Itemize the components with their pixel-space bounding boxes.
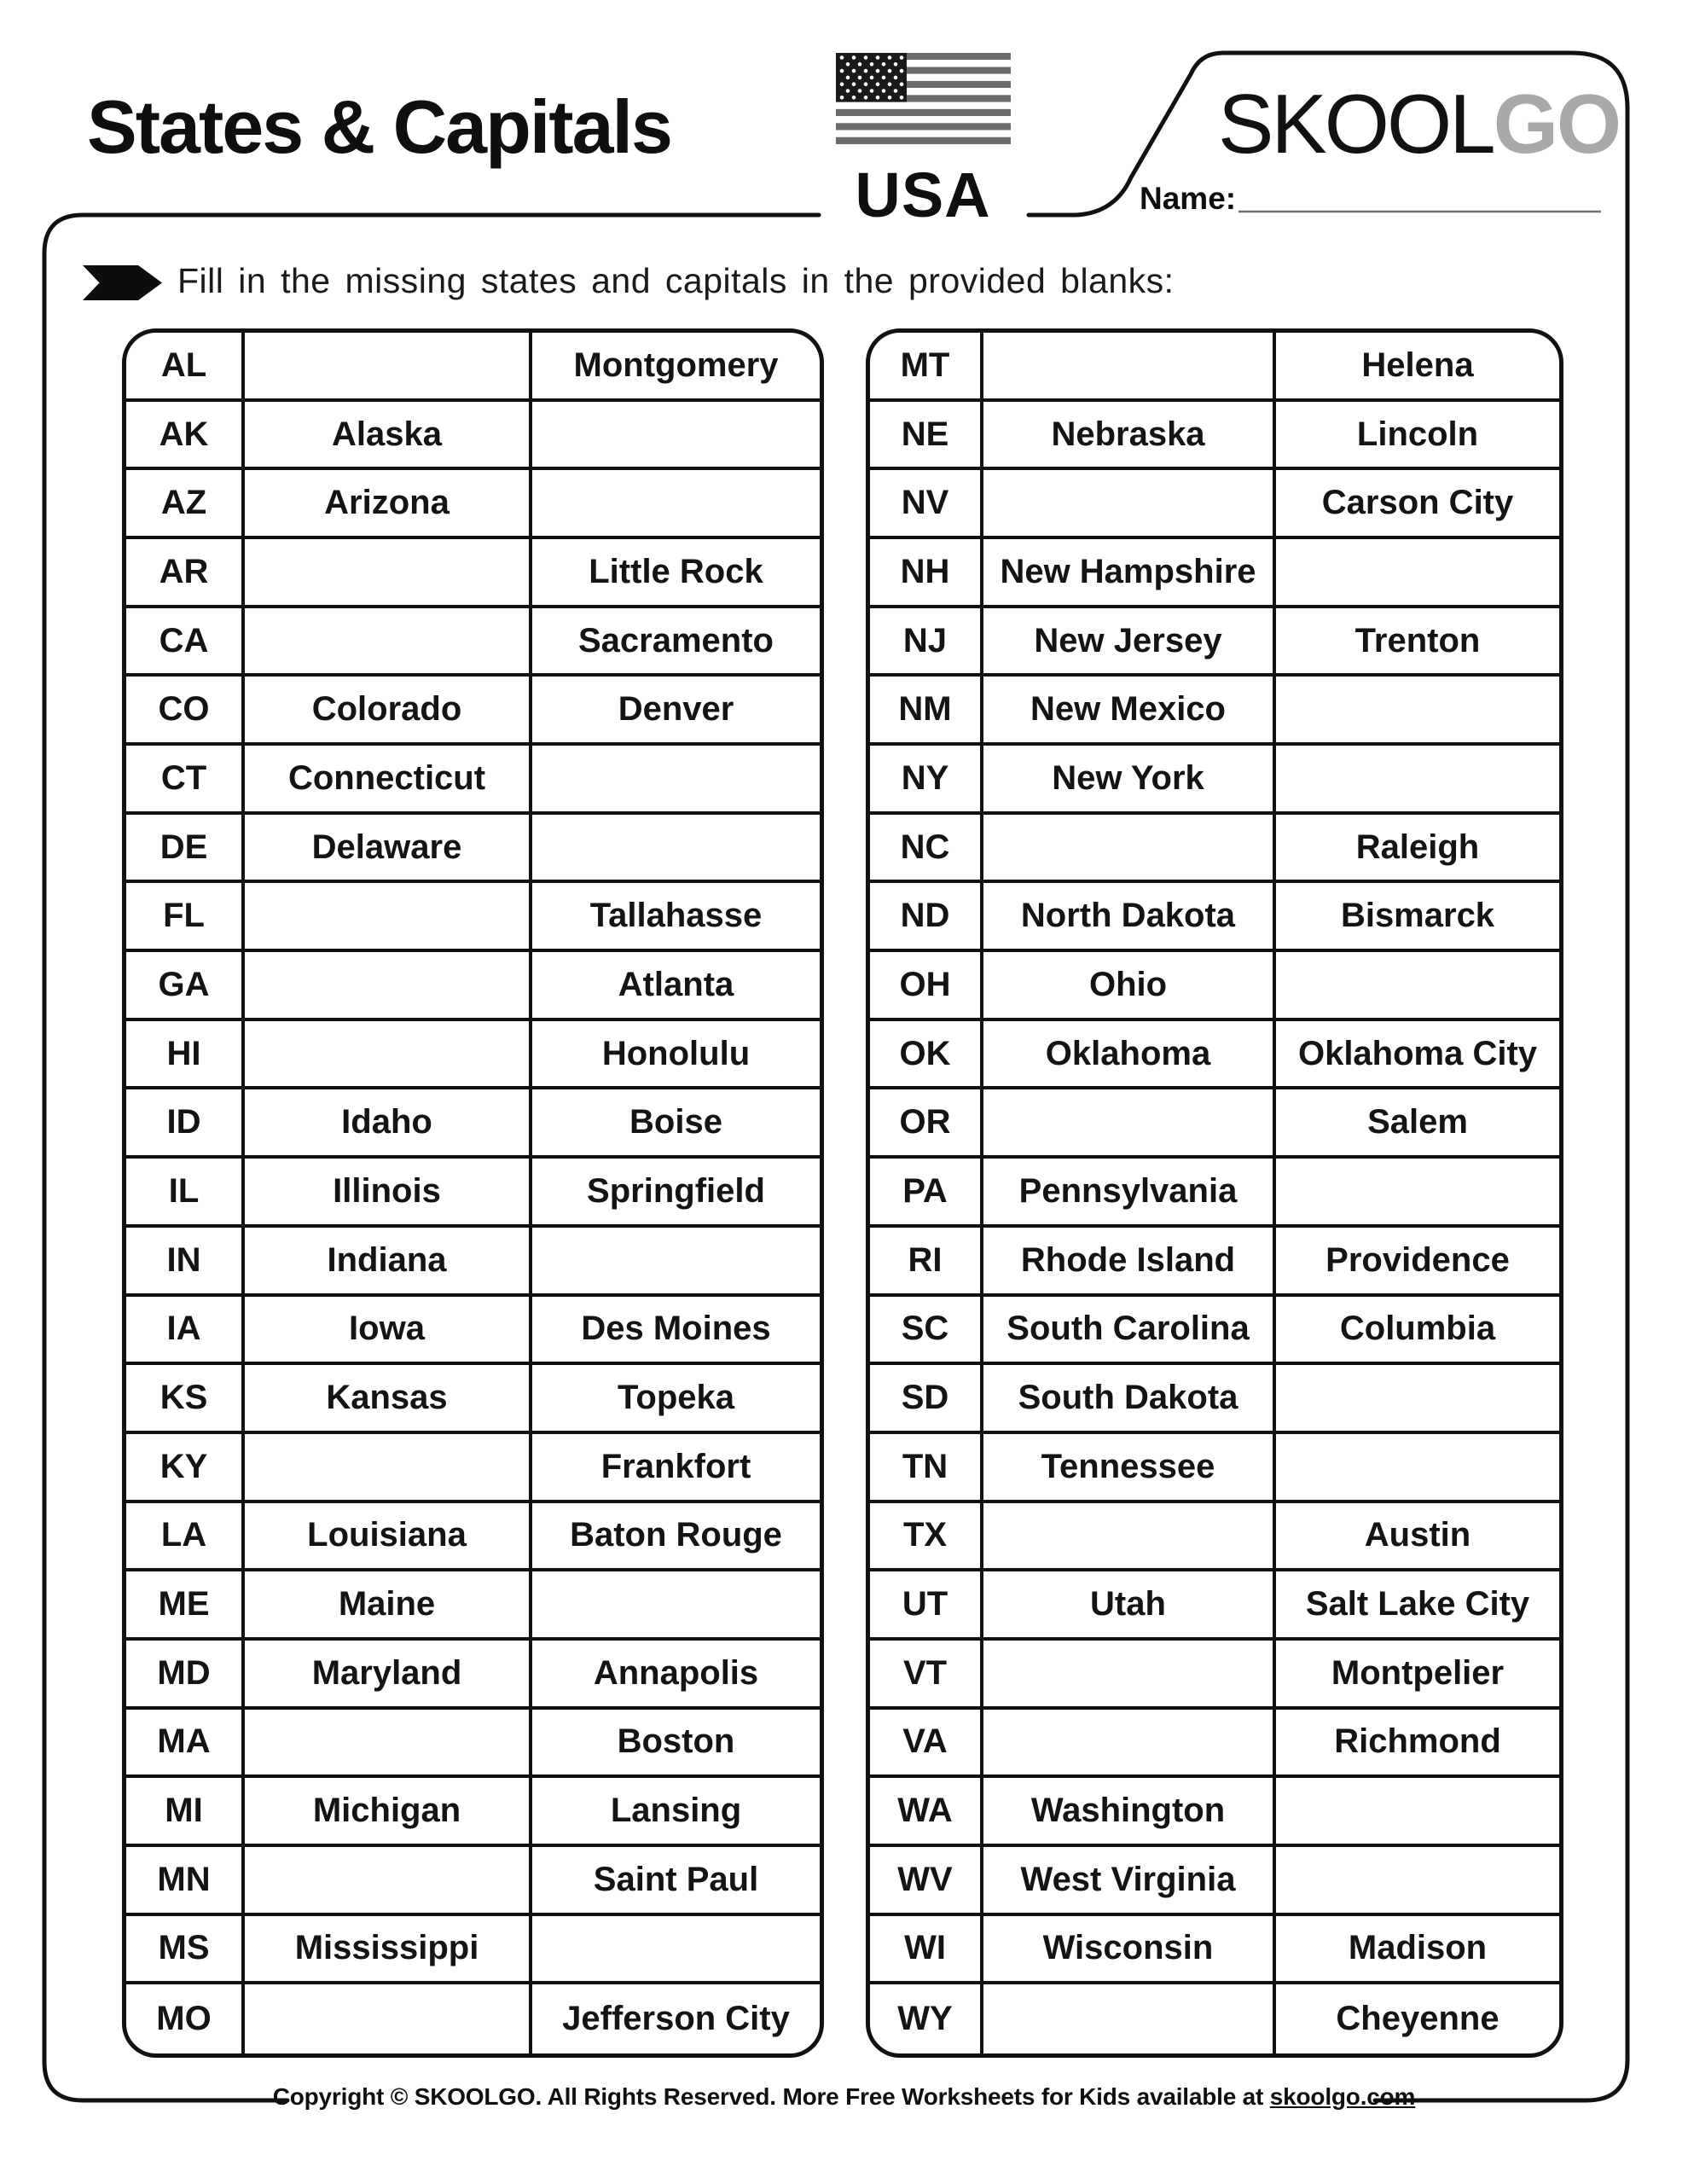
blank-state-cell [245, 1710, 532, 1779]
state-abbr-cell: NV [870, 470, 983, 539]
state-name-cell: New Hampshire [983, 539, 1276, 608]
capital-name-cell: Helena [1276, 333, 1559, 402]
blank-state-cell [245, 952, 532, 1021]
blank-capital-cell [1276, 1778, 1559, 1847]
blank-capital-cell [532, 1916, 820, 1985]
state-abbr-cell: TN [870, 1434, 983, 1503]
state-name-cell: West Virginia [983, 1847, 1276, 1916]
state-abbr-cell: ME [126, 1571, 245, 1641]
capital-name-cell: Bismarck [1276, 883, 1559, 952]
state-abbr-cell: NM [870, 677, 983, 746]
capital-name-cell: Carson City [1276, 470, 1559, 539]
state-abbr-cell: AR [126, 539, 245, 608]
blank-state-cell [245, 333, 532, 402]
name-label: Name: [1140, 181, 1237, 216]
capital-name-cell: Tallahasse [532, 883, 820, 952]
blank-state-cell [245, 1984, 532, 2053]
state-name-cell: South Carolina [983, 1297, 1276, 1366]
state-name-cell: Alaska [245, 402, 532, 471]
state-abbr-cell: AZ [126, 470, 245, 539]
capital-name-cell: Montgomery [532, 333, 820, 402]
state-abbr-cell: MA [126, 1710, 245, 1779]
usa-flag-icon [836, 53, 1011, 144]
state-name-cell: Idaho [245, 1089, 532, 1159]
capital-name-cell: Sacramento [532, 608, 820, 677]
capital-name-cell: Springfield [532, 1159, 820, 1228]
state-abbr-cell: UT [870, 1571, 983, 1641]
state-name-cell: Rhode Island [983, 1228, 1276, 1297]
states-table-left [122, 328, 824, 2058]
blank-state-cell [245, 539, 532, 608]
blank-state-cell [245, 883, 532, 952]
state-abbr-cell: ND [870, 883, 983, 952]
state-name-cell: Louisiana [245, 1503, 532, 1572]
state-abbr-cell: KS [126, 1365, 245, 1434]
blank-capital-cell [532, 746, 820, 815]
blank-capital-cell [532, 815, 820, 884]
footer [0, 2083, 1688, 2111]
state-name-cell: Oklahoma [983, 1021, 1276, 1090]
state-name-cell: Mississippi [245, 1916, 532, 1985]
state-name-cell: Indiana [245, 1228, 532, 1297]
blank-capital-cell [1276, 1365, 1559, 1434]
capital-name-cell: Des Moines [532, 1297, 820, 1366]
blank-state-cell [983, 333, 1276, 402]
state-abbr-cell: OR [870, 1089, 983, 1159]
state-abbr-cell: RI [870, 1228, 983, 1297]
state-abbr-cell: WA [870, 1778, 983, 1847]
state-abbr-cell: PA [870, 1159, 983, 1228]
footer-website-link[interactable]: skoolgo.com [1269, 2083, 1416, 2110]
state-name-cell: Connecticut [245, 746, 532, 815]
blank-state-cell [983, 1089, 1276, 1159]
state-abbr-cell: NE [870, 402, 983, 471]
blank-capital-cell [1276, 539, 1559, 608]
state-abbr-cell: CT [126, 746, 245, 815]
state-abbr-cell: MI [126, 1778, 245, 1847]
capital-name-cell: Columbia [1276, 1297, 1559, 1366]
capital-name-cell: Boise [532, 1089, 820, 1159]
footer-copyright-text: Copyright © SKOOLGO. All Rights Reserved. More Free Worksheets for Kids available at [272, 2083, 1270, 2110]
state-abbr-cell: OH [870, 952, 983, 1021]
capital-name-cell: Saint Paul [532, 1847, 820, 1916]
state-abbr-cell: FL [126, 883, 245, 952]
blank-state-cell [245, 1021, 532, 1090]
blank-capital-cell [1276, 677, 1559, 746]
capital-name-cell: Jefferson City [562, 2000, 790, 2038]
state-name-cell: Iowa [245, 1297, 532, 1366]
state-abbr-cell: NC [870, 815, 983, 884]
capital-name-cell: Lansing [532, 1778, 820, 1847]
state-abbr-cell: CO [126, 677, 245, 746]
capital-name-cell: Frankfort [532, 1434, 820, 1503]
state-abbr-cell: KY [126, 1434, 245, 1503]
state-abbr-cell: VT [870, 1641, 983, 1710]
state-abbr-cell: AK [126, 402, 245, 471]
capital-name-cell: Little Rock [532, 539, 820, 608]
capital-name-cell: Cheyenne [1336, 2000, 1499, 2038]
state-abbr-cell: ID [126, 1089, 245, 1159]
state-abbr-cell: VA [870, 1710, 983, 1779]
state-abbr-cell: MD [126, 1641, 245, 1710]
state-abbr-cell: CA [126, 608, 245, 677]
capital-name-cell: Austin [1276, 1503, 1559, 1572]
state-abbr-cell: NJ [870, 608, 983, 677]
state-abbr-cell: IL [126, 1159, 245, 1228]
state-abbr-cell: TX [870, 1503, 983, 1572]
blank-state-cell [245, 1847, 532, 1916]
capital-name-cell: Boston [532, 1710, 820, 1779]
capital-name-cell: Salt Lake City [1276, 1571, 1559, 1641]
blank-capital-cell [1276, 1847, 1559, 1916]
logo-text-black: SKOOL [1218, 77, 1494, 171]
blank-state-cell [983, 815, 1276, 884]
capital-name-cell: Atlanta [532, 952, 820, 1021]
state-abbr-cell: OK [870, 1021, 983, 1090]
state-name-cell: Tennessee [983, 1434, 1276, 1503]
capital-name-cell: Oklahoma City [1276, 1021, 1559, 1090]
state-abbr-cell: LA [126, 1503, 245, 1572]
blank-capital-cell [532, 470, 820, 539]
state-abbr-cell: MS [126, 1916, 245, 1985]
blank-state-cell [983, 470, 1276, 539]
blank-capital-cell [1276, 1159, 1559, 1228]
states-table-right [866, 328, 1563, 2058]
capital-name-cell: Raleigh [1276, 815, 1559, 884]
capital-name-cell: Madison [1276, 1916, 1559, 1985]
skoolgo-logo [1218, 77, 1621, 171]
logo-text-gray: GO [1493, 77, 1621, 171]
state-name-cell: Maine [245, 1571, 532, 1641]
state-abbr-cell: IA [126, 1297, 245, 1366]
capital-name-cell: Honolulu [532, 1021, 820, 1090]
state-abbr-cell: DE [126, 815, 245, 884]
state-abbr-cell: NH [870, 539, 983, 608]
state-name-cell: Washington [983, 1778, 1276, 1847]
state-name-cell: Wisconsin [983, 1916, 1276, 1985]
capital-name-cell: Annapolis [532, 1641, 820, 1710]
capital-name-cell: Montpelier [1276, 1641, 1559, 1710]
blank-capital-cell [1276, 1434, 1559, 1503]
state-name-cell: New Mexico [983, 677, 1276, 746]
page-title: States & Capitals [87, 84, 671, 169]
capital-name-cell: Providence [1276, 1228, 1559, 1297]
state-name-cell: South Dakota [983, 1365, 1276, 1434]
capital-name-cell: Richmond [1276, 1710, 1559, 1779]
blank-capital-cell [1276, 746, 1559, 815]
blank-state-cell [983, 1984, 1276, 2053]
state-abbr-cell: SC [870, 1297, 983, 1366]
capital-name-cell: Lincoln [1276, 402, 1559, 471]
state-abbr-cell: WV [870, 1847, 983, 1916]
blank-capital-cell [1276, 952, 1559, 1021]
state-name-cell: Maryland [245, 1641, 532, 1710]
blank-capital-cell [532, 1228, 820, 1297]
state-abbr-cell: NY [870, 746, 983, 815]
blank-capital-cell [532, 1571, 820, 1641]
state-name-cell: Michigan [245, 1778, 532, 1847]
state-abbr-cell: IN [126, 1228, 245, 1297]
state-abbr-cell: GA [126, 952, 245, 1021]
blank-state-cell [245, 608, 532, 677]
state-abbr-cell: MO [126, 1984, 245, 2053]
capital-name-cell: Topeka [532, 1365, 820, 1434]
state-name-cell: Illinois [245, 1159, 532, 1228]
state-name-cell: Colorado [245, 677, 532, 746]
state-abbr-cell: WY [870, 1984, 983, 2053]
state-abbr-cell: HI [126, 1021, 245, 1090]
flag-caption: USA [855, 160, 991, 230]
state-name-cell: Delaware [245, 815, 532, 884]
state-name-cell: Arizona [245, 470, 532, 539]
capital-name-cell: Denver [532, 677, 820, 746]
capital-name-cell: Trenton [1276, 608, 1559, 677]
blank-state-cell [983, 1641, 1276, 1710]
blank-capital-cell [532, 402, 820, 471]
state-abbr-cell: AL [126, 333, 245, 402]
state-name-cell: Kansas [245, 1365, 532, 1434]
capital-name-cell: Baton Rouge [532, 1503, 820, 1572]
state-abbr-cell: WI [870, 1916, 983, 1985]
blank-state-cell [983, 1710, 1276, 1779]
state-abbr-cell: MN [126, 1847, 245, 1916]
blank-state-cell [245, 1434, 532, 1503]
state-abbr-cell: MT [870, 333, 983, 402]
blank-state-cell [983, 1503, 1276, 1572]
state-name-cell: Ohio [983, 952, 1276, 1021]
capital-name-cell: Salem [1276, 1089, 1559, 1159]
state-name-cell: New Jersey [983, 608, 1276, 677]
state-name-cell: Pennsylvania [983, 1159, 1276, 1228]
state-name-cell: Nebraska [983, 402, 1276, 471]
state-name-cell: Utah [983, 1571, 1276, 1641]
state-abbr-cell: SD [870, 1365, 983, 1434]
state-name-cell: North Dakota [983, 883, 1276, 952]
state-name-cell: New York [983, 746, 1276, 815]
instruction-text: Fill in the missing states and capitals in the provided blanks: [177, 261, 1175, 300]
